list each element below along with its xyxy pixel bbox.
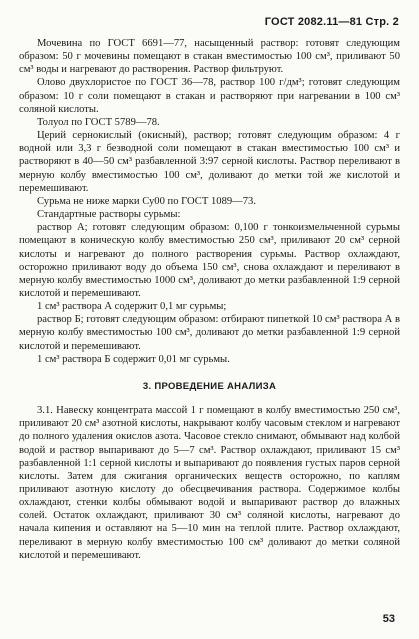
paragraph-3-1: 3.1. Навеску концентрата массой 1 г помещают в колбу вместимостью 250 см³, приливают 20 см³ азотной кислоты, накрывают колбу часовым стеклом и нагревают до полного удаления окислов азота. Часовое стекло снимают, обмывают над колбой водой и раствор выпаривают до 5—7 см³. Раствор охлаждают, приливают 15 см³ разбавленной 1:1 серной кислоты и выпаривают до появления густых паров серной кислоты. Затем для сжигания органических веществ осторожно, по каплям приливают азотную кислоту до обесцвечивания раствора. Содержимое колбы охлаждают, стенки колбы обмывают водой и выпаривают раствор до влажных солей. Остаток охлаждают, приливают 30 см³ соляной кислоты, нагревают до начала кипения и оставляют на 5—10 мин на теплой плите. Раствор охлаждают, переливают в мерную колбу вместимостью 100 см³ доливают до метки соляной кислотой и перемешивают. [19,405,400,561]
paragraph-cerium-sulfate: Церий сернокислый (окисный), раствор; готовят следующим образом: 4 г водной или 3,3 г безводной соли помещают в стакан вместимостью 100 см³ и растворяют в 40—50 см³ разбавленной 3:97 серной кислоты. Раствор переливают в мерную колбу вместимостью 100 см³, доливают до метки той же кислотой и перемешивают. [19,130,400,194]
paragraph-antimony: Сурьма не ниже марки Су00 по ГОСТ 1089—73. [37,195,256,207]
paragraph-solution-a-content: 1 см³ раствора А содержит 0,1 мг сурьмы; [37,301,227,313]
paragraph-solution-b: раствор Б; готовят следующим образом: отбирают пипеткой 10 см³ раствора А в мерную колбу вместимостью 100 см³, доливают до метки разбавленной 1:9 серной кислотой и перемешивают. [19,314,400,352]
paragraph-standard-solutions: Стандартные растворы сурьмы: [37,209,181,221]
paragraph-toluene: Толуол по ГОСТ 5789—78. [37,116,160,128]
page-header: ГОСТ 2082.11—81 Стр. 2 [264,16,399,28]
paragraph-solution-a: раствор А; готовят следующим образом: 0,100 г тонкоизмельченной сурьмы помещают в коническую колбу вместимостью 250 см³, приливают 20 см³ серной кислоты и нагревают до полного растворения сурьмы. Раствор охлаждают, осторожно приливают воду до объема 150 см³, снова охлаждают и переливают в мерную колбу вместимостью 1000 см³, доливают до метки разбавленной 1:9 серной кислотой и перемешивают. [19,222,400,299]
page-body [19,37,400,562]
paragraph-solution-b-content: 1 см³ раствора Б содержит 0,01 мг сурьмы. [37,353,230,365]
section-title: 3. ПРОВЕДЕНИЕ АНАЛИЗА [142,380,277,392]
page-number: 53 [382,613,395,625]
paragraph-tin-chloride: Олово двухлористое по ГОСТ 36—78, раствор 100 г/дм³; готовят следующим образом: 10 г соли помещают в стакан и растворяют при нагревании в 100 см³ соляной кислоты. [19,77,400,115]
paragraph-urea: Мочевина по ГОСТ 6691—77, насыщенный раствор: готовят следующим образом: 50 г мочевины помещают в стакан вместимостью 100 см³, приливают 50 см³ воды и нагревают до растворения. Раствор фильтруют. [19,38,400,76]
